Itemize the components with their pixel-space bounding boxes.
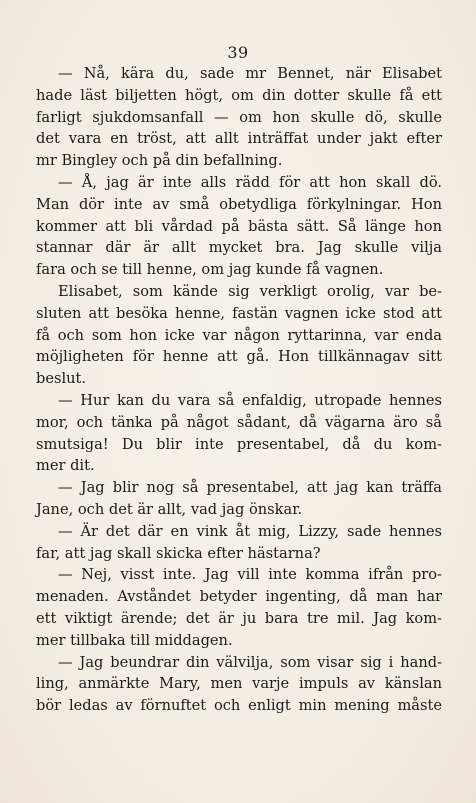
text-line: — Är det där en vink åt mig, Lizzy, sade hennes — [58, 522, 442, 540]
text-line: mer dit. — [36, 457, 95, 475]
text-line: — Jag blir nog så presentabel, att jag kan träffa — [58, 479, 442, 497]
text-line: stannar där är allt mycket bra. Jag skulle vilja — [36, 239, 442, 257]
text-line: sluten att besöka henne, fastän vagnen icke stod att — [36, 304, 442, 322]
text-line: — Nå, kära du, sade mr Bennet, när Elisabet — [58, 65, 442, 82]
text-line: Elisabet, som kände sig verkligt orolig, var be- — [58, 282, 442, 300]
text-line: — Jag beundrar din välvilja, som visar sig i hand- — [58, 653, 442, 671]
text-line: — Å, jag är inte alls rädd för att hon skall dö. — [58, 173, 442, 191]
text-line: smutsiga! Du blir inte presentabel, då du kom- — [36, 435, 442, 453]
text-line: mor, och tänka på något sådant, då vägarna äro så — [36, 413, 442, 431]
text-line: — Hur kan du vara så enfaldig, utropade hennes — [58, 391, 442, 409]
text-line: far, att jag skall skicka efter hästarna? — [36, 544, 321, 562]
text-line: beslut. — [36, 370, 87, 388]
text-line: — Nej, visst inte. Jag vill inte komma ifrån pro- — [58, 566, 442, 584]
text-line: hade läst biljetten högt, om din dotter skulle få ett — [36, 86, 442, 104]
body-text — [36, 63, 442, 717]
text-line: möjligheten för henne att gå. Hon tillkännagav sitt — [36, 348, 442, 366]
text-line: kommer att bli vårdad på bästa sätt. Så länge hon — [36, 217, 442, 235]
text-line: mr Bingley och på din befallning. — [36, 152, 283, 170]
text-line: Man dör inte av små obetydliga förkylningar. Hon — [36, 195, 442, 213]
text-line: menaden. Avståndet betyder ingenting, då man har — [36, 588, 442, 606]
page-number: 39 — [227, 43, 249, 62]
text-line: få och som hon icke var någon ryttarinna, var enda — [36, 326, 442, 344]
text-line: mer tillbaka till middagen. — [36, 631, 233, 649]
text-line: ett viktigt ärende; det är ju bara tre mil. Jag kom- — [36, 609, 442, 627]
text-line: farligt sjukdomsanfall — om hon skulle dö, skulle — [36, 108, 442, 126]
text-line: ling, anmärkte Mary, men varje impuls av känslan — [36, 675, 442, 693]
text-line: Jane, och det är allt, vad jag önskar. — [36, 500, 303, 518]
text-line: det vara en tröst, att allt inträffat under jakt efter — [36, 130, 442, 148]
text-line: bör ledas av förnuftet och enligt min mening måste — [36, 697, 442, 715]
text-line: fara och se till henne, om jag kunde få vagnen. — [36, 261, 384, 279]
